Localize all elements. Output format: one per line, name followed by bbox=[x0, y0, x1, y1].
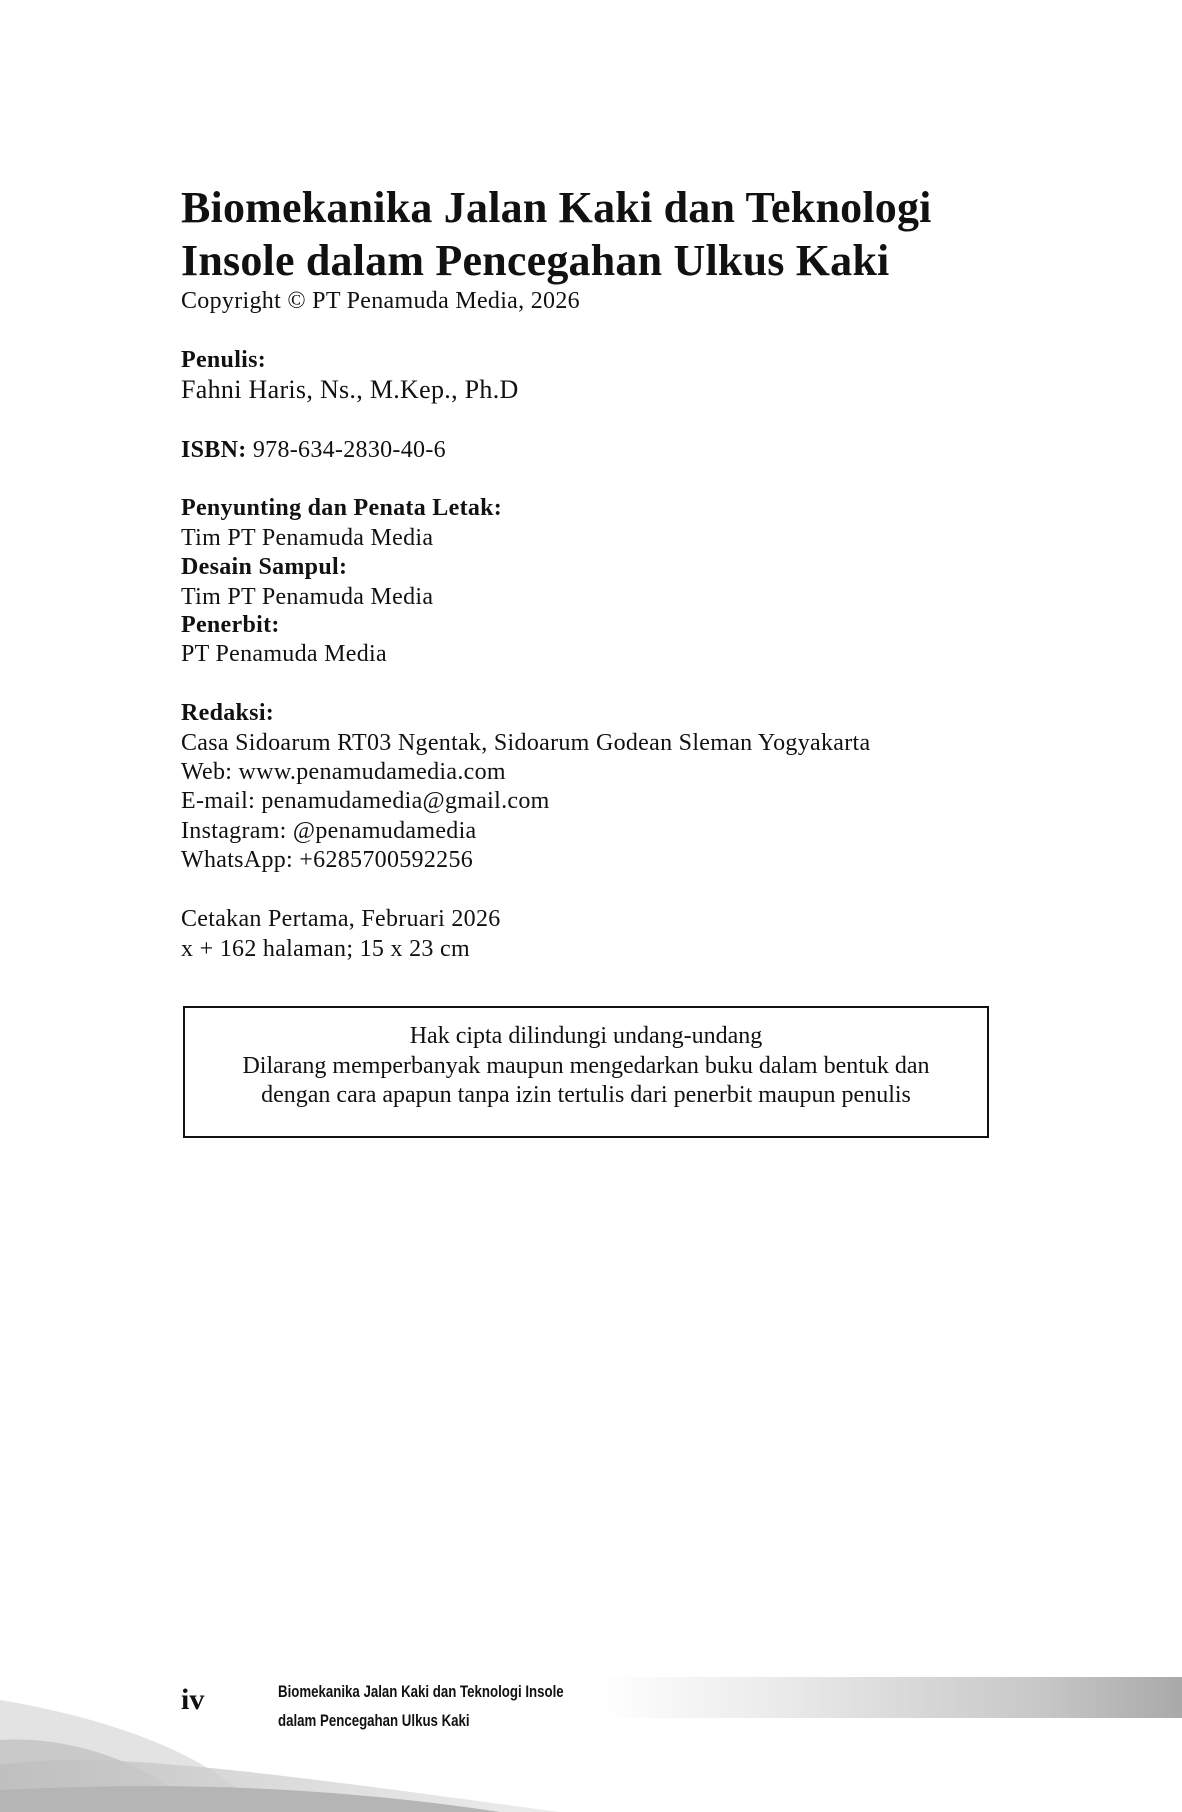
copyright-notice-box bbox=[183, 1006, 989, 1138]
address: Casa Sidoarum RT03 Ngentak, Sidoarum Godean Sleman Yogyakarta bbox=[181, 730, 871, 756]
email: E-mail: penamudamedia@gmail.com bbox=[181, 788, 550, 814]
author-label: Penulis: bbox=[181, 347, 267, 373]
page-number: iv bbox=[181, 1683, 205, 1716]
whatsapp: WhatsApp: +6285700592256 bbox=[181, 847, 474, 873]
cover: Tim PT Penamuda Media bbox=[181, 584, 434, 610]
instagram: Instagram: @penamudamedia bbox=[181, 818, 477, 844]
publisher: PT Penamuda Media bbox=[181, 641, 387, 667]
editor: Tim PT Penamuda Media bbox=[181, 525, 434, 551]
edition: Cetakan Pertama, Februari 2026 bbox=[181, 906, 501, 932]
footer-title-line1: Biomekanika Jalan Kaki dan Teknologi Insole bbox=[278, 1682, 564, 1701]
editor-label: Penyunting dan Penata Letak: bbox=[181, 495, 503, 521]
copyright: Copyright © PT Penamuda Media, 2026 bbox=[181, 288, 580, 314]
footer-gradient-bar bbox=[600, 1677, 1182, 1718]
author: Fahni Haris, Ns., M.Kep., Ph.D bbox=[181, 375, 519, 404]
isbn: 978-634-2830-40-6 bbox=[252, 437, 446, 463]
publisher-label: Penerbit: bbox=[181, 612, 280, 638]
cover-label: Desain Sampul: bbox=[181, 554, 348, 580]
book-title-line2: Insole dalam Pencegahan Ulkus Kaki bbox=[181, 236, 890, 285]
isbn-line bbox=[181, 435, 446, 465]
notice-line1: Hak cipta dilindungi undang-undang bbox=[409, 1023, 763, 1049]
web: Web: www.penamudamedia.com bbox=[181, 759, 506, 785]
pages: x + 162 halaman; 15 x 23 cm bbox=[181, 936, 470, 962]
book-title-line1: Biomekanika Jalan Kaki dan Teknologi bbox=[181, 183, 932, 232]
redaksi-label: Redaksi: bbox=[181, 700, 275, 726]
notice-line2: Dilarang memperbanyak maupun mengedarkan buku dalam bentuk dan bbox=[242, 1052, 930, 1079]
notice-line3: dengan cara apapun tanpa izin tertulis dari penerbit maupun penulis bbox=[261, 1082, 911, 1108]
footer-title-line2: dalam Pencegahan Ulkus Kaki bbox=[278, 1711, 470, 1730]
isbn-label: ISBN: bbox=[181, 437, 247, 463]
